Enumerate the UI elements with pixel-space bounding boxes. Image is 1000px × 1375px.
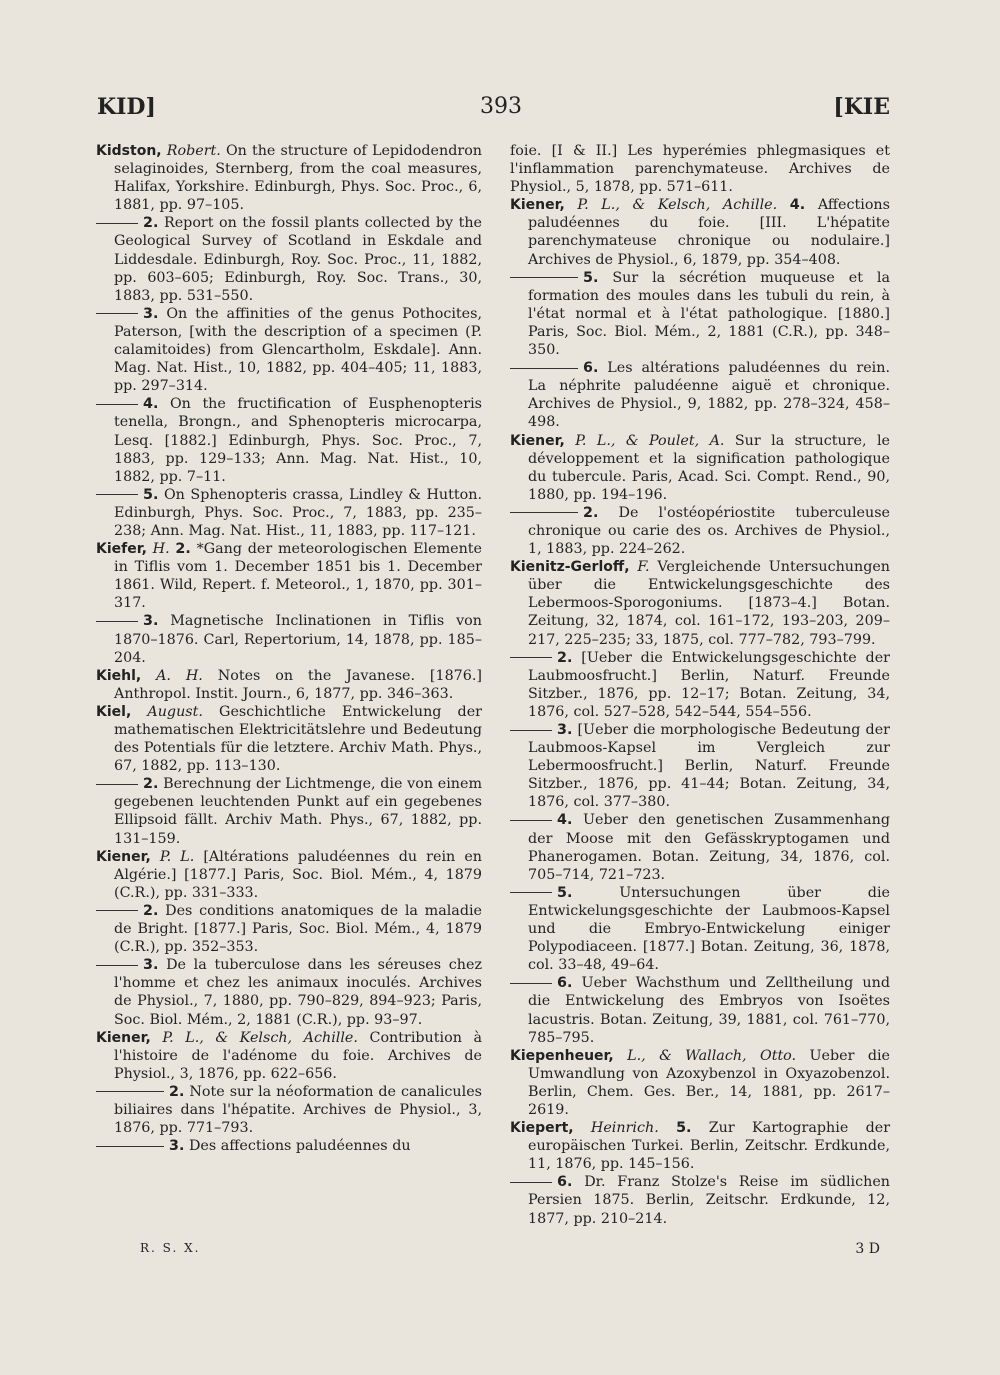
entry-text: Contribution à l'histoire de l'adénome du foie. Archives de Physiol., 3, 1876, pp. 622–656.: [114, 1029, 482, 1082]
author-forename: P. L., & Poulet, A.: [575, 432, 725, 449]
author-forename: Heinrich.: [590, 1120, 659, 1137]
entry-text: De l'ostéopériostite tuberculeuse chronique ou carie des os. Archives de Physiol., 1, 1883, pp. 224–262.: [528, 504, 890, 558]
entry-number: 2.: [143, 902, 159, 919]
entry-text: Les altérations paludéennes du rein. La néphrite paludéenne aiguë et chronique. Archives de Physiol., 9, 1882, pp. 278–324, 458–498.: [528, 360, 891, 431]
entry-number: 5.: [143, 486, 159, 503]
right-column: [510, 142, 890, 1228]
entry-text: On Sphenopteris crassa, Lindley & Hutton. Edinburgh, Phys. Soc. Proc., 7, 1883, pp. 235–238; Ann. Mag. Nat. Hist., 11, 1883, pp. 117–121.: [114, 486, 482, 539]
ditto-rule: [510, 368, 578, 369]
ditto-rule: [510, 892, 552, 893]
entry-number: 2.: [143, 776, 159, 793]
author-name: Kiepert,: [510, 1120, 574, 1137]
ditto-rule: [96, 910, 138, 911]
bibliography-entry: [96, 1029, 482, 1083]
bibliography-entry: [510, 432, 890, 504]
entry-number: 3.: [169, 1138, 185, 1155]
author-name: Kiener,: [96, 1029, 151, 1046]
entry-text: Ueber Wachsthum und Zelltheilung und die Entwickelung des Embryos von Isoëtes lacustris. Botan. Zeitung, 39, 1881, col. 761–770, 785–795.: [528, 975, 890, 1046]
entry-text: Ueber die Umwandlung von Azoxybenzol in Oxyazobenzol. Berlin, Chem. Ges. Ber., 14, 1881, pp. 2617–2619.: [528, 1047, 891, 1118]
entry-text: [Altérations paludéennes du rein en Algérie.] [1877.] Paris, Soc. Biol. Mém., 4, 1879 (C.R.), pp. 331–333.: [114, 848, 482, 901]
entry-text: Sur la sécrétion muqueuse et la formation des moules dans les tubuli du rein, à l'état normal et à l'état pathologique. [1880.] Paris, Soc. Biol. Mém., 2, 1881 (C.R.), pp. 348–350.: [528, 269, 890, 359]
bibliography-entry: [96, 956, 482, 1028]
entry-text: Magnetische Inclinationen in Tiflis von 1870–1876. Carl, Repertorium, 14, 1878, pp. 185–204.: [114, 613, 482, 666]
author-name: Kiener,: [96, 848, 151, 865]
entry-text: [Ueber die Entwickelungsgeschichte der Laubmoosfrucht.] Berlin, Naturf. Freunde Sitzber., 1876, pp. 12–17; Botan. Zeitung, 34, 1876, col. 527–528, 542–544, 554–556.: [528, 649, 890, 720]
author-forename: L., & Wallach, Otto.: [627, 1047, 797, 1064]
bibliography-entry: [96, 703, 482, 775]
bibliography-entry: [96, 540, 482, 612]
author-name: Kiepenheuer,: [510, 1047, 614, 1064]
entry-text: On the affinities of the genus Pothocites, Paterson, [with the description of a specimen (P. calamitoides) from Glencartholm, Eskdale]. Ann. Mag. Nat. Hist., 10, 1882, pp. 404–405; 11, 1883, pp. 297–314.: [114, 305, 482, 395]
bibliography-entry: [96, 612, 482, 666]
ditto-rule: [96, 404, 138, 405]
entry-text: Berechnung der Lichtmenge, die von einem gegebenen leuchtenden Punkt auf ein gegebenes Ellipsoid fällt. Archiv Math. Phys., 67, 1882, pp. 131–159.: [114, 776, 483, 847]
bibliography-entry: [510, 721, 890, 811]
bibliography-entry: [96, 214, 482, 304]
ditto-rule: [510, 730, 552, 731]
entry-text: Sur la structure, le développement et la signification pathologique du tubercule. Paris, Acad. Sci. Compt. Rend., 90, 1880, pp. 194–196.: [528, 432, 891, 503]
entry-text: Report on the fossil plants collected by the Geological Survey of Scotland in Eskdale and Liddesdale. Edinburgh, Roy. Soc. Proc., 11, 1882, pp. 603–605; Edinburgh, Roy. Soc. Trans., 30, 1883, pp. 531–550.: [114, 215, 483, 304]
bibliography-entry: [510, 811, 890, 883]
author-name: Kiel,: [96, 703, 132, 720]
author-name: Kiefer,: [96, 541, 147, 558]
entry-text: Note sur la néoformation de canalicules biliaires dans l'hépatite. Archives de Physiol., 3, 1876, pp. 771–793.: [114, 1083, 482, 1137]
page-number: 393: [480, 94, 522, 119]
entry-number: 6.: [557, 975, 573, 992]
entry-text: Affections paludéennes du foie. [III. L'hépatite parenchymateuse chronique ou nodulaire.] Archives de Physiol., 6, 1879, pp. 354–408.: [528, 197, 890, 268]
bibliography-entry: [510, 974, 890, 1046]
author-forename: P. L., & Kelsch, Achille.: [162, 1029, 358, 1046]
entry-text: Dr. Franz Stolze's Reise im südlichen Persien 1875. Berlin, Zeitschr. Erdkunde, 12, 1877, pp. 210–214.: [528, 1174, 891, 1227]
author-name: Kiener,: [510, 432, 565, 449]
entry-text: foie. [I & II.] Les hyperémies phlegmasiques et l'inflammation parenchymateuse. Archives de Physiol., 5, 1878, pp. 571–611.: [510, 143, 890, 196]
bibliography-entry: [510, 269, 890, 359]
ditto-rule: [96, 223, 138, 224]
bibliography-entry: [96, 902, 482, 956]
entry-text: Zur Kartographie der europäischen Turkei. Berlin, Zeitschr. Erdkunde, 11, 1876, pp. 145–156.: [528, 1120, 891, 1173]
ditto-rule: [510, 983, 552, 984]
bibliography-entry: [510, 504, 890, 558]
bibliography-entry: [96, 775, 482, 847]
bibliography-entry: [510, 1047, 890, 1119]
bibliography-entry: [96, 486, 482, 540]
ditto-rule: [96, 784, 138, 785]
entry-number: 3.: [143, 957, 159, 974]
entry-text: On the structure of Lepidodendron selaginoides, Sternberg, from the coal measures, Halifax, Yorkshire. Edinburgh, Phys. Soc. Proc., 6, 1881, pp. 97–105.: [114, 143, 483, 214]
entry-number: 3.: [143, 305, 159, 322]
entry-text: *Gang der meteorologischen Elemente in Tiflis vom 1. December 1851 bis 1. December 1861. Wild, Repert. f. Meteorol., 1, 1870, pp. 301–317.: [114, 541, 482, 612]
bibliography-entry: [96, 395, 482, 485]
entry-number: 4.: [557, 812, 573, 829]
entry-text: Ueber den genetischen Zusammenhang der Moose mit den Gefässkryptogamen und Phanerogamen. Botan. Zeitung, 34, 1876, col. 705–714, 721–723.: [528, 812, 891, 883]
entry-number: 2.: [143, 215, 159, 232]
entry-number: 5.: [583, 269, 599, 286]
footer-sheet-mark: 3 D: [855, 1241, 880, 1257]
running-head-right: [KIE: [833, 94, 890, 120]
entry-number: 2.: [175, 541, 191, 558]
entry-number: 3.: [557, 722, 573, 738]
bibliography-entry: [510, 142, 890, 196]
entry-text: Notes on the Javanese. [1876.] Anthropol. Instit. Journ., 6, 1877, pp. 346–363.: [114, 667, 482, 702]
ditto-rule: [510, 820, 552, 821]
ditto-rule: [510, 277, 578, 278]
bibliography-entry: [510, 884, 890, 974]
ditto-rule: [96, 1146, 164, 1147]
left-column: [96, 142, 482, 1155]
running-head-left: KID]: [97, 94, 156, 120]
entry-text: [Ueber die morphologische Bedeutung der Laubmoos-Kapsel im Vergleich zur Lebermoosfrucht.] Berlin, Naturf. Freunde Sitzber., 1876, pp. 41–44; Botan. Zeitung, 34, 1876, col. 377–380.: [528, 722, 890, 811]
author-forename: Robert.: [166, 143, 221, 159]
bibliography-entry: [96, 305, 482, 395]
ditto-rule: [96, 494, 138, 495]
ditto-rule: [96, 1091, 164, 1092]
entry-text: De la tuberculose dans les séreuses chez l'homme et chez les animaux inoculés. Archives de Physiol., 7, 1880, pp. 790–829, 894–923; Paris, Soc. Biol. Mém., 2, 1881 (C.R.), pp. 93–97.: [114, 957, 482, 1028]
footer-signature: R. S. X.: [140, 1241, 201, 1255]
entry-text: Des affections paludéennes du: [188, 1138, 411, 1155]
author-name: Kiehl,: [96, 667, 142, 684]
entry-number: 2.: [583, 504, 599, 521]
entry-text: Des conditions anatomiques de la maladie de Bright. [1877.] Paris, Soc. Biol. Mém., 4, 1879 (C.R.), pp. 352–353.: [114, 902, 483, 956]
entry-text: On the fructification of Eusphenopteris tenella, Brongn., and Sphenopteris microcarpa, Lesq. [1882.] Edinburgh, Phys. Soc. Proc., 7, 1883, pp. 129–133; Ann. Mag. Nat. Hist., 10, 1882, pp. 7–11.: [114, 396, 483, 485]
bibliography-entry: [510, 1119, 890, 1173]
author-forename: August.: [147, 703, 203, 720]
bibliography-entry: [96, 667, 482, 703]
bibliography-entry: [96, 848, 482, 902]
bibliography-entry: [96, 1083, 482, 1137]
entry-number: 2.: [169, 1083, 185, 1100]
bibliography-entry: [96, 142, 482, 214]
entry-number: 3.: [143, 613, 159, 630]
entry-number: 6.: [557, 1174, 573, 1191]
entry-number: 4.: [789, 197, 806, 214]
entry-text: Geschichtliche Entwickelung der mathematischen Elektricitätslehre und Bedeutung des Potentials für die letztere. Archiv Math. Phys., 67, 1882, pp. 113–130.: [114, 703, 482, 775]
entry-number: 2.: [557, 649, 573, 666]
author-forename: F.: [637, 559, 650, 576]
author-name: Kiener,: [510, 197, 565, 214]
author-forename: P. L.: [159, 848, 195, 865]
bibliography-entry: [510, 649, 890, 721]
bibliography-entry: [510, 558, 890, 648]
author-forename: P. L., & Kelsch, Achille.: [577, 197, 778, 214]
bibliography-entry: [510, 359, 890, 431]
bibliography-entry: [96, 1137, 482, 1155]
bibliography-entry: [510, 1173, 890, 1227]
ditto-rule: [510, 1182, 552, 1183]
entry-number: 5.: [557, 884, 573, 901]
ditto-rule: [96, 965, 138, 966]
author-forename: A. H.: [156, 667, 203, 684]
entry-number: 6.: [583, 360, 599, 377]
author-forename: H.: [152, 541, 170, 558]
author-name: Kienitz-Gerloff,: [510, 559, 630, 576]
bibliography-entry: [510, 196, 890, 268]
ditto-rule: [96, 621, 138, 622]
ditto-rule: [96, 313, 138, 314]
entry-number: 5.: [676, 1120, 692, 1137]
entry-text: Untersuchungen über die Entwickelungsgeschichte der Laubmoos-Kapsel und die Embryo-Entwickelung einiger Polypodiaceen. [1877.] Botan. Zeitung, 36, 1878, col. 33–48, 49–64.: [528, 884, 890, 974]
ditto-rule: [510, 657, 552, 658]
ditto-rule: [510, 512, 578, 513]
entry-number: 4.: [143, 396, 159, 413]
author-name: Kidston,: [96, 143, 162, 159]
entry-text: Vergleichende Untersuchungen über die Entwickelungsgeschichte des Lebermoos-Sporogoniums. [1873–4.] Botan. Zeitung, 32, 1874, col. 161–172, 193–203, 209–217, 225–235; 33, 1875, col. 777–782, 793–799.: [528, 559, 891, 648]
